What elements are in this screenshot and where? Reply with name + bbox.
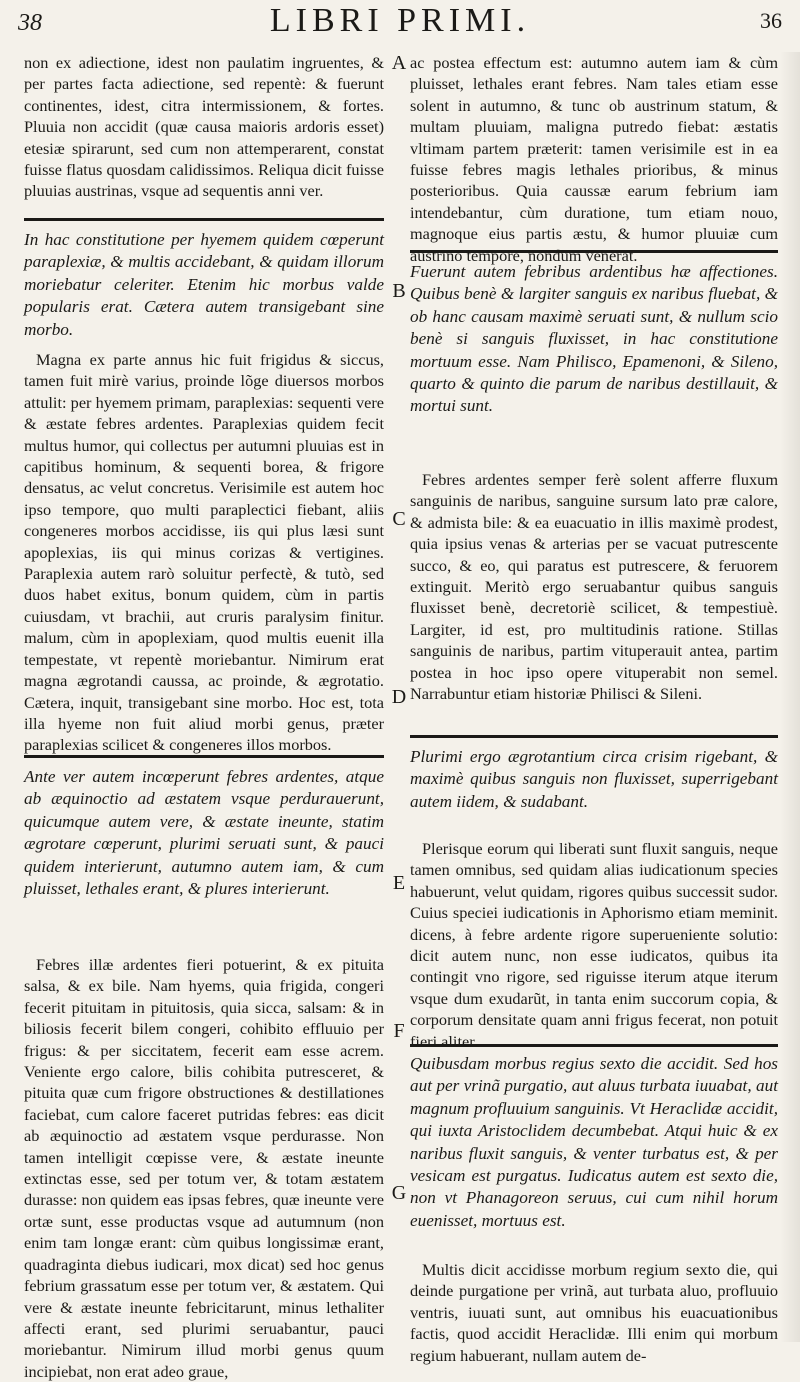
hippocrates-lemma: Ante ver autem incœperunt febres ardentes, atque ab æquinoctio ad æstatem vsque perdurauerunt, quicumque autem vere, & æstate ineunte, statim ægrotare cœperunt, plurimi seruati sunt, & pauci quidem interierunt, autumno autem iam, & cum pluisset, lethales erant, & plures interierunt. [24, 767, 384, 899]
hippocrates-lemma: In hac constitutione per hyemem quidem cœperunt paraplexiæ, & multis accidebant, & quidam illorum moriebatur celeriter. Etenim hic morbus valde popularis erat. Cætera autem transigebant sine morbo. [24, 230, 384, 339]
section-rule [410, 735, 778, 738]
hippocrates-lemma: Plurimi ergo ægrotantium circa crisim rigebant, & maximè quibus sanguis non fluxisset, superrigebant autem iidem, & sudabant. [410, 747, 778, 811]
margin-letters [389, 0, 409, 1369]
commentary-paragraph: non ex adiectione, idest non paulatim ingruentes, & per partes facta adiectione, sed repentè: & fuerunt continentes, idest, citra intermissionem, & fortes. Pluuia non accidit (quæ causa maioris ardoris esset) etesiæ spirarunt, sed cum non attemperarent, constat fuisse flatus quosdam calidissimos. Reliqua dicit fuisse pluuias austrinas, vsque ad sequentis anni ver. [24, 53, 384, 201]
commentary-paragraph: Multis dicit accidisse morbum regium sexto die, qui deinde purgatione per vrinã, aut turbata aluo, profluuio ventris, iuuati sunt, aut omnibus his euacuationibus factis, quod accidit Heraclidæ. Illi enim qui morbum regium habuerant, nullam autem de- [410, 1260, 778, 1365]
running-title: LIBRI PRIMI. [269, 2, 531, 39]
hippocrates-lemma: Quibusdam morbus regius sexto die accidit. Sed hos aut per vrinã purgatio, aut aluus turbata iuuabat, aut magnum profluuium sanguinis. Vt Heraclidæ accidit, qui iuxta Aristoclidem decumbebat. Atqui huic & ex naribus fluxit sanguis, & venter turbatus est, & per vesicam est purgatus. Iudicatus autem est sexto die, non vt Phanagoreon seruus, cui cum nihil horum euenisset, mortuus est. [410, 1054, 778, 1230]
margin-letter-f: F [393, 1020, 405, 1042]
left-column [24, 52, 384, 1382]
page-edge-shadow [780, 52, 800, 1342]
folio-left: 38 [18, 10, 42, 36]
commentary-paragraph: Febres ardentes semper ferè solent afferre fluxum sanguinis de naribus, sanguine sursum lato præ calore, & admista bile: & ea euacuatio in illis maximè prodest, quia ipsius venas & arterias per se vacuat putrescente succo, & eo, qui paratus est putrescere, & feruorem extinguit. Meritò ergo seruabantur quibus sanguis fluxisset benè, decretoriè scilicet, & tempestiuè. Largiter, id est, pro multitudinis ratione. Stillas sanguinis de naribus, partim vituperauit antea, partim postea in hoc ipso opere vituperabit non semel. Narrabuntur etiam historiæ Philisci & Sileni. [410, 470, 778, 704]
margin-letter-c: C [392, 508, 406, 530]
commentary-paragraph: Magna ex parte annus hic fuit frigidus & siccus, tamen fuit mirè varius, proinde lõge diuersos morbos attulit: per hyemem primam, paraplexias: sequenti vere & æstate febres ardentes. Paraplexias quidem fecit multus humor, qui collectus per autumni pluuias est in capitibus hominum, & sequenti borea, & frigore densatus, ac velut concretus. Verisimile est autem hoc ipso tempore, quo multi paraplectici fiebant, aliis congeneres morbos accidisse, iis qui plus læsi sunt apoplexias, iis qui minus corizas & vertigines. Paraplexia autem rarò soluitur perfectè, & tutò, sed duos habet exitus, bonum quidem, cùm in partis cuiusdam, vt brachii, aut cruris paralysim finitur. malum, cùm in apoplexiam, quod multis euenit illa tempestate, vt repentè moriebantur. Nimirum erat magna ægrotandi caussa, ac proinde, & ægrotatio. Cætera, inquit, transigebant sine morbo. Hoc est, tota illa hyeme non fuit aliud morbi genus, præter paraplexias scilicet & congeneres illos morbos. [24, 350, 384, 755]
margin-letter-e: E [392, 872, 406, 894]
folio-right: 36 [760, 8, 782, 33]
margin-letter-a: A [391, 52, 407, 74]
commentary-paragraph: Plerisque eorum qui liberati sunt fluxit sanguis, neque tamen omnibus, sed quidam alias iudicationum species habuerunt, velut quidam, rigores quibus successit sudor. Cuius speciei iudicationis in Aphorismo etiam meminit. dicens, à febre ardente rigore superueniente solutio: dicit autem nunc, non esse iudicatos, quibus ita contingit vno rigore, sed riguisse iterum atque iterum vsque dum exudarũt, in tanta enim succorum copia, & corporum densitate quam anni frigus fecerat, non potuit fieri aliter. [410, 839, 778, 1051]
right-column [410, 52, 778, 1366]
commentary-paragraph: Febres illæ ardentes fieri potuerint, & ex pituita salsa, & ex bile. Nam hyems, quia frigida, congeri fecerit pituitam in pituitosis, quia sicca, salsam: & in biliosis fecerit bilem congeri, cohibito effluuio per frigus: & per siccitatem, fecerit eam esse acrem. Veniente ergo calore, bilis cohibita putresceret, & pituita quæ cum frigore obstructiones & destillationes faciebat, cum calore faceret putridas febres: eas dicit ab æquinoctio ad æstatem vsque perdurasse. Non tamen intelligit cœpisse vere, & æstate ineunte extinctas esse, sed per totum ver, & totam æstatem durasse: non quidem eas ipsas febres, quæ ineunte vere ortæ sunt, esse productas vsque ad autumnum (non enim tam longæ erant: cùm quibus longissimæ erant, quadraginta diebus iudicari, mox dicat) sed hoc genus febrium grassatum esse per totum ver, & æstatem. Qui vere & æstate ineunte febricitarunt, minus lethaliter affecti erant, sed plurimi seruabantur, pauci moriebantur. Nimirum illud morbi genus quum incipiebat, non erat adeo graue, [24, 955, 384, 1381]
commentary-paragraph: ac postea effectum est: autumno autem iam & cùm pluisset, lethales erant febres. Nam tales etiam esse solent in autumno, & tunc ob austrinum statum, & multam pluuiam, maligna putredo fiebat: æstatis vltimam partem præterit: tamen verisimile est in ea fuisse febres magis lethales prioribus, & minus posterioribus. Quia caussæ earum febrium iam intendebantur, cùm duratione, tum etiam nouo, magnoque eius partis æstu, & humor pluuiæ cum austrino tempore, nondum venerat. [410, 53, 778, 265]
hippocrates-lemma: Fuerunt autem febribus ardentibus hæ affectiones. Quibus benè & largiter sanguis ex naribus fluebat, & ob hanc causam maximè seruati sunt, & nullum scio benè si sanguis fluxisset, in hac constitutione mortuum esse. Nam Philisco, Epamenoni, & Sileno, quarto & quinto die parum de naribus destillauit, & mortui sunt. [410, 262, 778, 416]
margin-letter-d: D [391, 686, 407, 708]
section-rule [24, 218, 384, 221]
margin-letter-g: G [391, 1182, 407, 1204]
margin-letter-b: B [392, 280, 406, 302]
